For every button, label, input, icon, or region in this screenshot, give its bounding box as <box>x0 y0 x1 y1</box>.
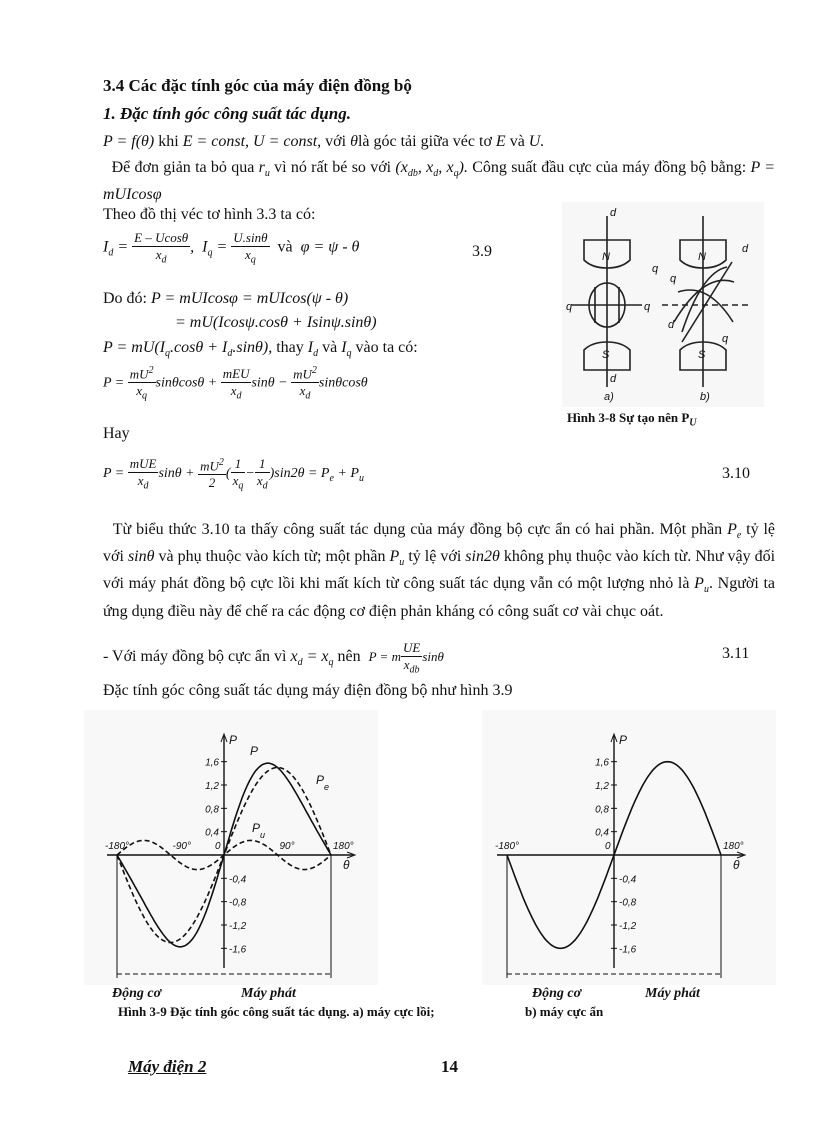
y-tick-label: 1,6 <box>205 757 219 769</box>
dac-tinh-line: Đặc tính góc công suất tác dụng máy điện đồng bộ như hình 3.9 <box>103 682 513 699</box>
hay-label: Hay <box>103 425 130 442</box>
chart-b <box>482 710 776 985</box>
figure-3-9-caption-a: Hình 3-9 Đặc tính góc công suất tác dụng. a) máy cực lồi; <box>118 1004 435 1019</box>
label-d-mid: d <box>668 319 675 331</box>
equation-3-9: $I_d$ = $\frac{E - Ucos\theta}{x_d}$ , $I_q$ = $\frac{U.\sin\theta}{x_q}$ và φ = ψ - θ <box>103 230 360 266</box>
label-q-5: q <box>670 273 677 285</box>
chart-b-motor-label: Động cơ <box>532 986 582 1001</box>
equation-3-11-number: 3.11 <box>722 645 750 662</box>
series-label-pe-sub: e <box>324 782 330 792</box>
do-do-line2: = mU(Icosψ.cosθ + Isinψ.sinθ) <box>175 314 377 331</box>
section-title: 3.4 Các đặc tính góc của máy điện đồng bộ <box>103 76 412 95</box>
label-q-4: q <box>722 333 729 345</box>
y-tick-label: -0,4 <box>229 874 247 886</box>
x-tick-label: 180° <box>723 841 744 852</box>
figure-3-8 <box>562 202 764 407</box>
theo-do-thi: Theo đồ thị véc tơ hình 3.3 ta có: <box>103 206 316 223</box>
x-tick-label: -180° <box>494 841 520 852</box>
y-tick-label: -1,2 <box>619 921 637 932</box>
x-tick-label: 180° <box>333 841 354 852</box>
y-tick-label: 1,2 <box>595 781 609 792</box>
y-axis-label: P <box>229 733 238 747</box>
series-label-pu-sub: u <box>260 830 266 840</box>
label-b: b) <box>700 391 710 403</box>
x-tick-label: 0 <box>215 841 221 852</box>
chart-b-generator-label: Máy phát <box>645 986 700 1001</box>
label-a: a) <box>604 391 614 403</box>
x-tick-label: 0 <box>605 841 611 852</box>
label-q-3: q <box>644 301 651 313</box>
label-q-2: q <box>566 301 573 313</box>
label-d-top-left: d <box>610 207 617 219</box>
y-tick-label: 0,4 <box>205 827 219 839</box>
y-tick-label: -1,6 <box>229 944 247 956</box>
subsection-title: 1. Đặc tính góc công suất tác dụng. <box>103 104 351 123</box>
label-q-1: q <box>652 263 659 275</box>
label-s-left: S <box>602 349 610 361</box>
do-do-line1: Do đó: P = mUIcosφ = mUIcos(ψ - θ) <box>103 290 349 307</box>
series-label-p: P <box>250 744 259 758</box>
page-number: 14 <box>441 1057 458 1076</box>
label-n-right: N <box>698 251 706 263</box>
chart-a-generator-label: Máy phát <box>241 986 296 1001</box>
y-tick-label: -0,4 <box>619 874 637 886</box>
figure-3-8-caption: Hình 3-8 Sự tạo nên $P_U$ <box>567 410 697 429</box>
equation-3-10: P = $\frac{\text{mUE}}{x_d}$ sinθ + $\frac{mU^2}{2}$ ( $\frac{1}{x_q}$ − $\frac{1}{x_d}$ )$\sin 2\theta = P_e + P_u$ <box>103 456 364 492</box>
y-tick-label: -0,8 <box>619 897 637 909</box>
label-s-right: S <box>698 349 706 361</box>
equation-3-11: - Với máy đồng bộ cực ẩn vì $x_d = x_q$ nên P = m $\frac{UE}{x_{db}}$ sinθ <box>103 640 444 676</box>
y-tick-label: -1,2 <box>229 921 247 932</box>
equation-3-10-number: 3.10 <box>722 465 750 482</box>
y-tick-label: -0,8 <box>229 897 247 909</box>
paragraph-simplify: Để đơn giản ta bỏ qua $r_u$ vì nó rất bé so với ($x_{db}$, $x_d$, $x_q$). Công suất đầu cực của máy đồng bộ bằng: P = mUIcosφ <box>103 159 776 204</box>
line-p2: $P = mU(I_q.\cos\theta + I_d.\sin\theta)$, thay $I_d$ và $I_q$ vào ta có: <box>103 339 418 360</box>
y-tick-label: 0,8 <box>595 804 609 816</box>
label-d-bottom: d <box>610 373 617 385</box>
x-tick-label: -90° <box>172 841 191 852</box>
y-tick-label: 0,4 <box>595 827 609 839</box>
x-axis-label: θ <box>733 858 740 872</box>
label-d-right: d <box>742 243 749 255</box>
x-tick-label: 90° <box>279 841 295 852</box>
x-tick-label: -180° <box>104 841 130 852</box>
equation-expanded: P = $\frac{mU^2}{x_q}$ sinθcosθ + $\frac{\text{mEU}}{x_d}$ sinθ − $\frac{mU^2}{x_d}$ sinθcosθ <box>103 365 368 402</box>
paragraph-3-10: Từ biểu thức 3.10 ta thấy công suất tác dụng của máy đồng bộ cực ẩn có hai phần. Một phần $P_e$ tỷ lệ với sinθ và phụ thuộc vào kích từ; một phần $P_u$ tỷ lệ với sin2θ không phụ thuộc vào kích từ. Như vậy đối với máy phát đồng bộ cực lồi khi mất kích từ công suất tác dụng vẫn có một lượng nhỏ là $P_u$. Người ta ứng dụng điều này để chế ra các động cơ điện phản kháng có công suất cơ vài chục oát. <box>103 521 776 620</box>
label-n-left: N <box>602 251 610 263</box>
series-label-pu: P <box>252 821 261 835</box>
y-tick-label: 1,6 <box>595 757 609 769</box>
line-p-definition: P = f(θ) khi E = const, U = const, với θlà góc tải giữa véc tơ E và U. <box>103 133 545 150</box>
chart-a <box>84 710 378 985</box>
y-axis-label: P <box>619 733 628 747</box>
figure-3-9-caption-b: b) máy cực ẩn <box>525 1004 604 1019</box>
x-axis-label: θ <box>343 858 350 872</box>
series-label-pe: P <box>316 773 325 787</box>
chart-a-motor-label: Động cơ <box>112 986 162 1001</box>
y-tick-label: 1,2 <box>205 781 219 792</box>
equation-3-9-number: 3.9 <box>472 243 492 260</box>
y-tick-label: -1,6 <box>619 944 637 956</box>
footer-title: Máy điện 2 <box>128 1057 207 1076</box>
y-tick-label: 0,8 <box>205 804 219 816</box>
